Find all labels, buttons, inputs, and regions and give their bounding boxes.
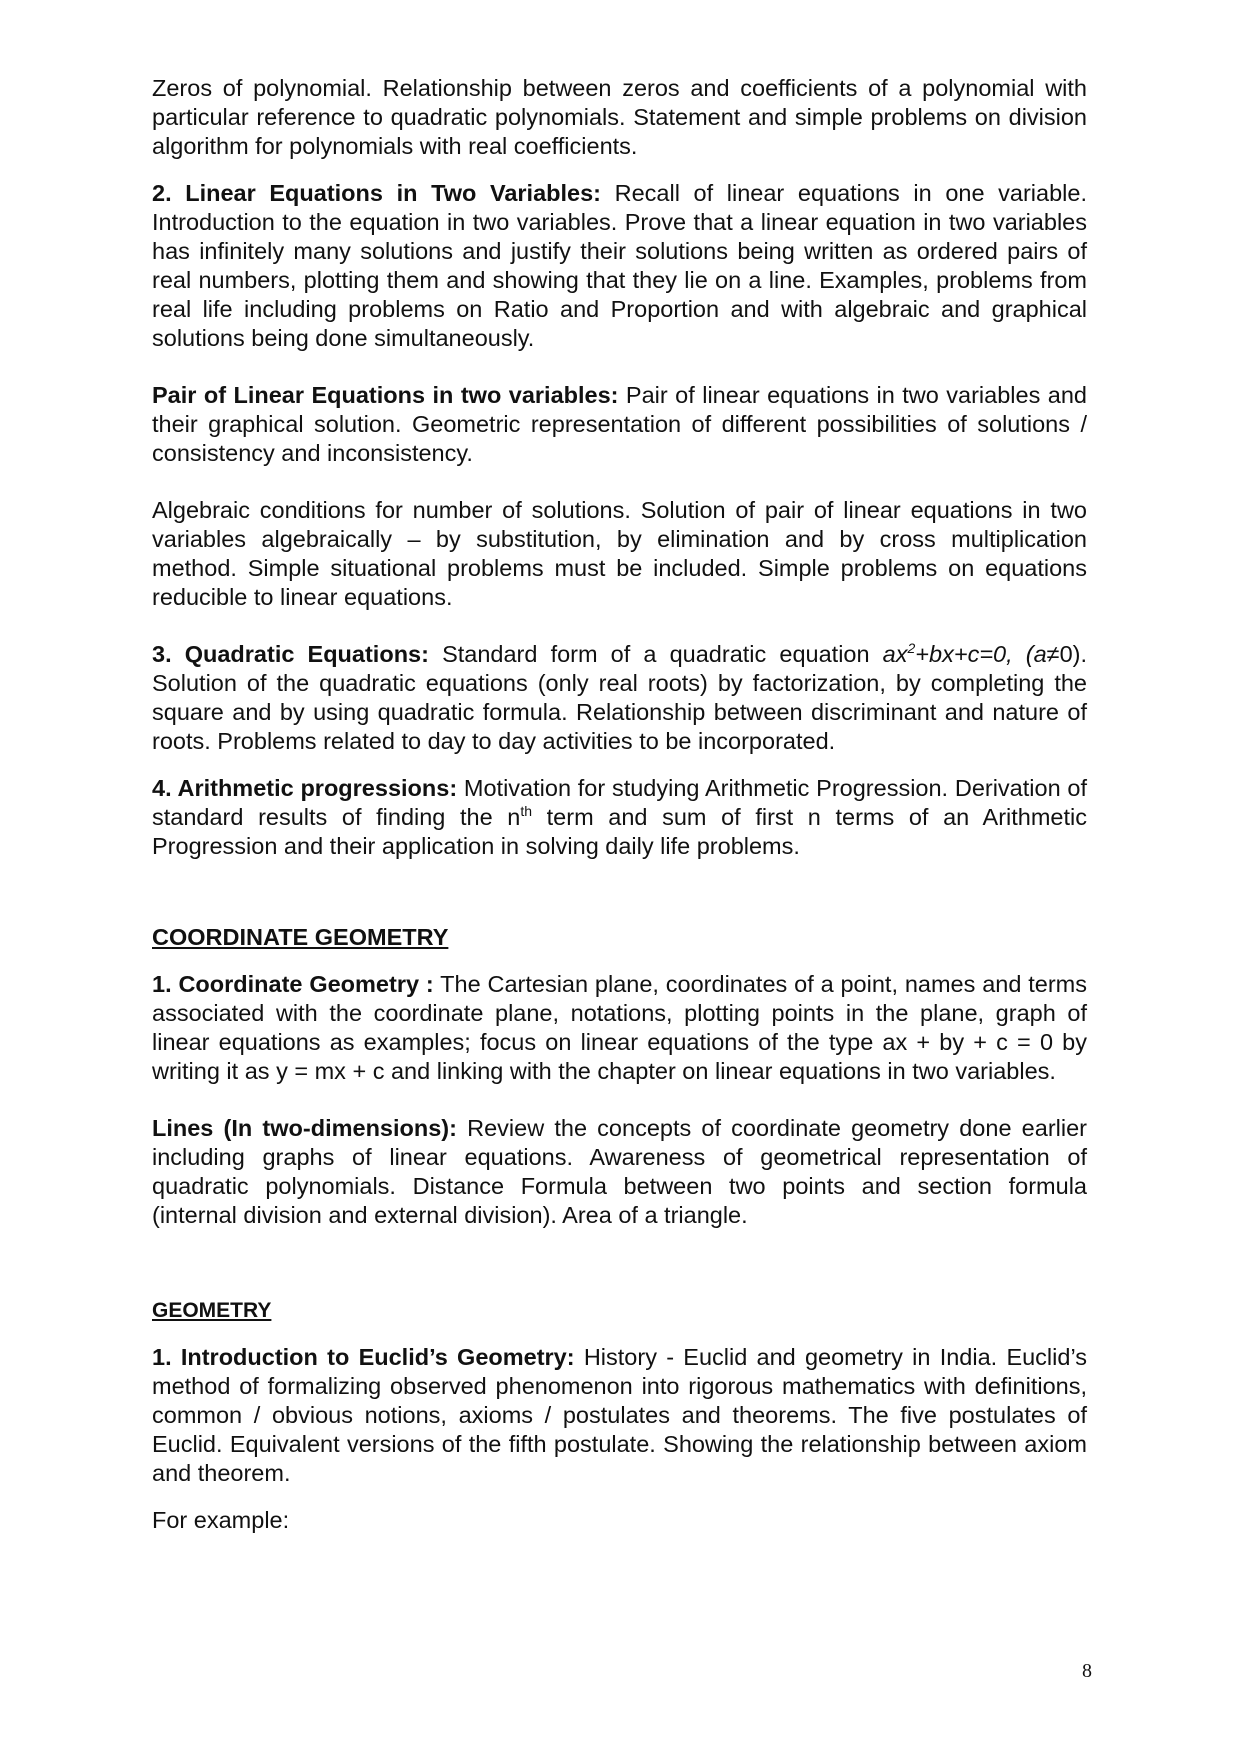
- euclid-title: 1. Introduction to Euclid’s Geometry:: [152, 1344, 575, 1370]
- page-content: [152, 74, 1087, 1535]
- lines-section: [152, 1114, 1087, 1230]
- euclid-section: [152, 1343, 1087, 1488]
- quadratic-formula: [883, 641, 1047, 667]
- linear-equations-body: Recall of linear equations in one variable. Introduction to the equation in two variables. Prove that a linear equation in two variables has infinitely many solutions and justify their solutions being written as ordered pairs of real numbers, plotting them and showing that they lie on a line. Examples, problems from real life including problems on Ratio and Proportion and with algebraic and graphical solutions being done simultaneously.: [152, 180, 1087, 351]
- geometry-heading: GEOMETRY: [152, 1299, 272, 1322]
- pair-linear-body: Pair of linear equations in two variables and their graphical solution. Geometric representation of different possibilities of solutions / consistency and inconsistency.: [152, 382, 1087, 466]
- pair-linear-section: [152, 381, 1087, 468]
- lines-title: Lines (In two-dimensions):: [152, 1115, 457, 1141]
- quadratic-title: 3. Quadratic Equations:: [152, 641, 429, 667]
- page-number: 8: [1082, 1660, 1092, 1682]
- lines-body: Review the concepts of coordinate geometry done earlier including graphs of linear equations. Awareness of geometrical representation of quadratic polynomials. Distance Formula between two points and section formula (internal division and external division). Area of a triangle.: [152, 1115, 1087, 1228]
- algebraic-conditions-paragraph: [152, 496, 1087, 612]
- pair-linear-title: Pair of Linear Equations in two variables:: [152, 382, 619, 408]
- formula-exponent: 2: [907, 640, 916, 657]
- arithmetic-progression-body-2: term and sum of first n terms of an Arithmetic Progression and their application in solving daily life problems.: [152, 804, 1087, 859]
- polynomial-paragraph: [152, 74, 1087, 161]
- algebraic-conditions-text: Algebraic conditions for number of solutions. Solution of pair of linear equations in two variables algebraically – by substitution, by elimination and by cross multiplication method. Simple situational problems must be included. Simple problems on equations reducible to linear equations.: [152, 497, 1087, 610]
- arithmetic-progression-body-1: Motivation for studying Arithmetic Progression. Derivation of standard results of finding the n: [152, 775, 1087, 830]
- nth-superscript: th: [520, 803, 533, 820]
- quadratic-body-2: ). Solution of the quadratic equations (only real roots) by factorization, by completing the square and by using quadratic formula. Relationship between discriminant and nature of roots. Problems related to day to day activities to be incorporated.: [152, 641, 1087, 754]
- coordinate-geometry-section: [152, 970, 1087, 1086]
- arithmetic-progression-section: [152, 774, 1087, 861]
- coordinate-geometry-heading: COORDINATE GEOMETRY: [152, 924, 449, 950]
- quadratic-section: [152, 640, 1087, 756]
- linear-equations-section: [152, 179, 1087, 353]
- formula-part-b: +bx+c=0, (a: [915, 641, 1047, 667]
- linear-equations-title: 2. Linear Equations in Two Variables:: [152, 180, 601, 206]
- arithmetic-progression-title: 4. Arithmetic progressions:: [152, 775, 458, 801]
- polynomial-text: Zeros of polynomial. Relationship between zeros and coefficients of a polynomial with particular reference to quadratic polynomials. Statement and simple problems on division algorithm for polynomials with real coefficients.: [152, 75, 1087, 159]
- for-example-text: For example:: [152, 1507, 290, 1533]
- coordinate-geometry-title: 1. Coordinate Geometry :: [152, 971, 434, 997]
- coordinate-geometry-body: The Cartesian plane, coordinates of a point, names and terms associated with the coordinate plane, notations, plotting points in the plane, graph of linear equations as examples; focus on linear equations of the type ax + by + c = 0 by writing it as y = mx + c and linking with the chapter on linear equations in two variables.: [152, 971, 1088, 1084]
- not-equal-symbol: ≠: [1046, 641, 1060, 667]
- formula-part-c: 0: [1059, 641, 1073, 667]
- formula-part-a: ax: [882, 641, 908, 667]
- quadratic-body-1: Standard form of a quadratic equation: [428, 641, 883, 667]
- euclid-body: History - Euclid and geometry in India. Euclid’s method of formalizing observed phenomenon into rigorous mathematics with definitions, common / obvious notions, axioms / postulates and theorems. The five postulates of Euclid. Equivalent versions of the fifth postulate. Showing the relationship between axiom and theorem.: [152, 1344, 1087, 1486]
